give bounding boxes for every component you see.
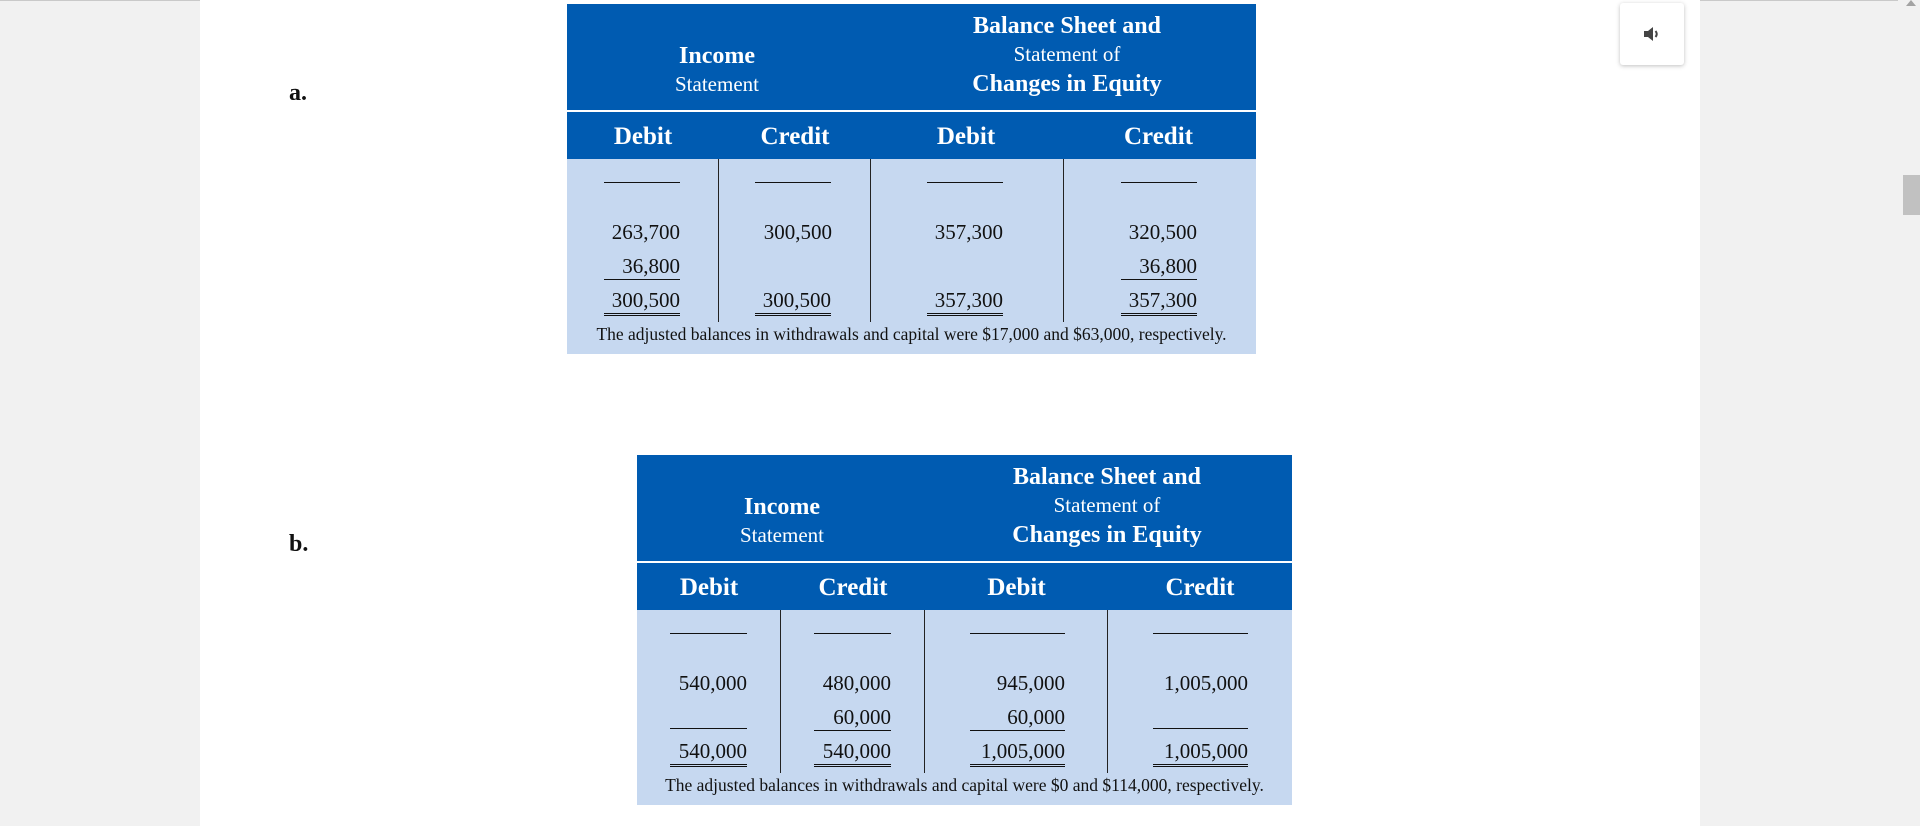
blank-line [970,633,1065,634]
blank-line [814,633,891,634]
bs-heading-line1: Balance Sheet and [1012,464,1201,490]
bs-credit-final: 1,005,000 [1153,739,1248,767]
col-bs-credit: Credit [1165,574,1235,601]
question-label-a: a. [289,80,307,106]
net-income-debit: 36,800 [604,254,680,280]
bs-debit-total: 357,300 [934,220,1003,244]
note-b: The adjusted balances in withdrawals and capital were $0 and $114,000, respectively. [665,775,1264,795]
net-income-credit: 36,800 [1121,254,1197,280]
worksheet-b-header [637,455,1292,561]
blank-line [755,182,831,183]
income-debit-final: 300,500 [604,288,680,316]
col-income-debit: Debit [679,574,739,601]
col-bs-debit: Debit [987,574,1046,601]
worksheet-a-header [567,4,1256,110]
balance-sheet-heading-a [897,12,1237,98]
column-divider [870,159,871,322]
income-heading-line2: Statement [740,523,824,547]
income-statement-heading-b [697,493,867,549]
worksheet-a [567,4,1256,354]
column-divider [1107,610,1108,773]
net-income-credit: 60,000 [814,705,891,731]
scrollbar-thumb[interactable] [1903,175,1920,215]
net-income-debit: 60,000 [970,705,1065,731]
bs-credit-final: 357,300 [1121,288,1197,316]
blank-line [670,728,747,729]
col-bs-debit: Debit [936,123,996,150]
blank-line [1121,182,1197,183]
blank-line [604,182,680,183]
volume-button[interactable] [1620,3,1684,65]
bs-credit-total: 1,005,000 [1164,671,1248,695]
bs-heading-line3: Changes in Equity [972,71,1162,97]
blank-line [1153,633,1248,634]
note-a: The adjusted balances in withdrawals and capital were $17,000 and $63,000, respectively. [596,324,1227,344]
bs-heading-line2: Statement of [1053,493,1161,517]
scroll-up-arrow-icon[interactable] [1906,0,1916,6]
income-debit-final: 540,000 [670,739,747,767]
bs-debit-total: 945,000 [996,671,1065,695]
blank-line [670,633,747,634]
column-header-row-b [637,563,1292,610]
bs-credit-total: 320,500 [1128,220,1197,244]
column-divider [1063,159,1064,322]
income-statement-heading-a [632,42,802,98]
income-credit-final: 540,000 [814,739,891,767]
column-divider [924,610,925,773]
bs-debit-final: 357,300 [927,288,1003,316]
blank-line [927,182,1003,183]
income-debit-total: 263,700 [611,220,680,244]
bs-heading-line2: Statement of [1013,42,1121,66]
col-bs-credit: Credit [1124,123,1193,150]
bs-debit-final: 1,005,000 [970,739,1065,767]
column-divider [718,159,719,322]
income-heading-line2: Statement [675,72,759,96]
column-divider [780,610,781,773]
col-income-credit: Credit [760,123,830,150]
blank-line [1153,728,1248,729]
income-heading-line1: Income [744,494,820,520]
income-debit-total: 540,000 [678,671,747,695]
worksheet-b [637,455,1292,805]
income-credit-total: 480,000 [822,671,891,695]
bs-heading-line1: Balance Sheet and [972,13,1161,39]
income-heading-line1: Income [679,43,755,69]
balance-sheet-heading-b [937,463,1277,549]
income-credit-final: 300,500 [755,288,831,316]
income-credit-total: 300,500 [763,220,832,244]
speaker-icon [1642,24,1662,44]
col-income-credit: Credit [818,574,888,601]
col-income-debit: Debit [613,123,673,150]
bs-heading-line3: Changes in Equity [1012,522,1202,548]
column-header-row-a [567,112,1256,159]
question-label-b: b. [289,531,309,557]
